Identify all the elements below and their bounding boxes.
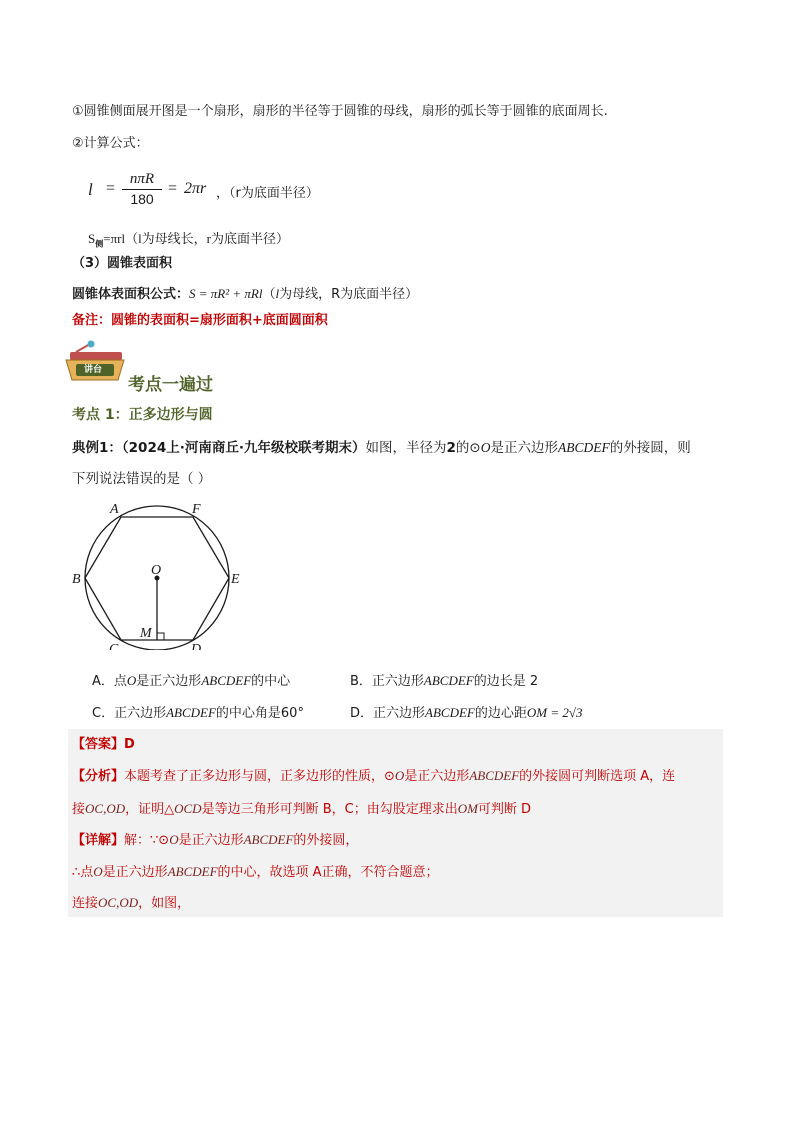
formula-fraction [122, 170, 162, 208]
lectern-icon [62, 338, 128, 384]
formula-numerator: nπR [122, 170, 162, 190]
option-b[interactable]: B．正六边形ABCDEF的边长是 2 [350, 673, 539, 689]
detail-line-1: 【详解】解：∵⊙O是正六边形ABCDEF的外接圆， [72, 832, 359, 848]
option-c[interactable]: C．正六边形ABCDEF的中心角是60° [92, 705, 304, 721]
formula-equals-2: = [168, 180, 178, 197]
option-d[interactable]: D．正六边形ABCDEF的边心距OM = 2√3 [350, 705, 583, 721]
example-1-line-1: 典例1：（2024上·河南商丘·九年级校联考期末）如图，半径为2的⊙O是正六边形ABCDEF的外接圆，则 [72, 440, 691, 456]
analysis-line-1: 【分析】本题考查了正多边形与圆，正多边形的性质，⊙O是正六边形ABCDEF的外接圆可判断选项 A，连 [72, 768, 676, 784]
label-o: O [151, 563, 162, 578]
label-f: F [192, 502, 201, 517]
lectern-badge [62, 338, 128, 384]
formula-heading: ②计算公式： [72, 136, 149, 151]
remark: 备注：圆锥的表面积=扇形面积+底面圆面积 [72, 313, 328, 328]
label-m: M [140, 626, 152, 641]
formula-equals: = [106, 180, 116, 197]
formula-denominator: 180 [130, 191, 154, 207]
section-3-heading: （3）圆锥表面积 [72, 256, 173, 271]
section-title: 考点一遍过 [128, 375, 213, 395]
formula-note: ，（r为底面半径） [216, 186, 319, 201]
key-point-1-title: 考点 1：正多边形与圆 [72, 407, 213, 423]
label-d: D [191, 642, 202, 650]
detail-line-2: ∴点O是正六边形ABCDEF的中心，故选项 A正确，不符合题意； [72, 864, 439, 880]
hexagon-figure [68, 500, 258, 650]
surface-area-formula: 圆锥体表面积公式：S = πR² + πRl（l为母线，R为底面半径） [72, 286, 419, 302]
right-angle-mark [157, 633, 164, 640]
lateral-area-formula: $S_侧=\pi rl(l$为母线长，r为底面半径） [88, 231, 290, 249]
hexagon-diagram [68, 500, 258, 650]
formula-rhs: 2πr [184, 180, 207, 197]
arc-length-formula [88, 170, 488, 212]
answer-line: 【答案】D [72, 737, 135, 752]
example-1-line-2: 下列说法错误的是（ ） [72, 471, 212, 487]
label-c: C [109, 642, 119, 650]
solution-panel [68, 729, 723, 917]
label-a: A [110, 502, 119, 517]
detail-line-3: 连接OC,OD，如图， [72, 895, 191, 911]
option-a[interactable]: A．点O是正六边形ABCDEF的中心 [92, 673, 291, 689]
formula-lhs: l [88, 180, 93, 199]
badge-text: 讲台 [84, 365, 103, 375]
cone-net-description: ①圆锥侧面展开图是一个扇形，扇形的半径等于圆锥的母线，扇形的弧长等于圆锥的底面周长. [72, 104, 608, 119]
analysis-line-2: 接OC,OD，证明△OCD是等边三角形可判断 B，C；由勾股定理求出OM可判断 D [72, 801, 532, 817]
label-b: B [72, 572, 81, 587]
label-e: E [231, 572, 240, 587]
